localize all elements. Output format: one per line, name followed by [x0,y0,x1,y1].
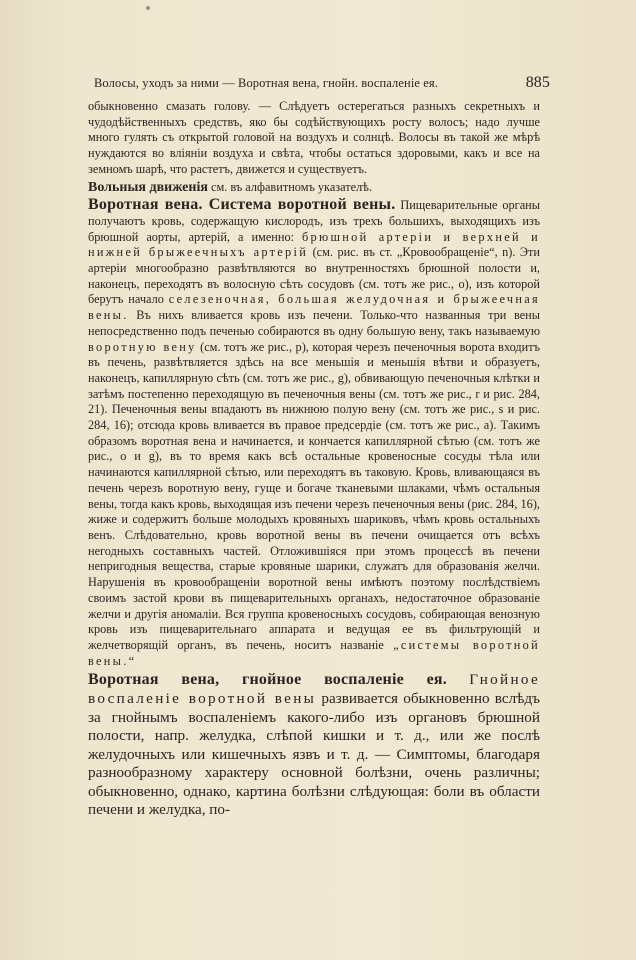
running-title: Волосы, уходъ за ними — Воротная вена, гнойн. воспаленіе ея. [94,76,438,90]
entry-text: (см. тотъ же рис., p), которая черезъ печеночныя ворота входитъ въ печень, развѣтвляется здѣсь на все меньшія и меньшія вѣтви и образуетъ, наконецъ, капиллярную сѣть (см. тотъ же рис., g), обвивающую печеночныя клѣтки и затѣмъ постепенно переходящую въ печеночныя вены (см. тотъ же рис., r и рис. 284, 21). Печеночныя вены впадаютъ въ нижнюю полую вену (см. тотъ же рис., s и рис. 284, 16); отсюда кровь вливается въ правое предсердіе (см. тотъ же рис., a). Такимъ образомъ воротная вена и начинается, и кончается капиллярной сѣтью (см. тотъ же рис., o и g), въ то время какъ всѣ остальные кровеносные сосуды тѣла или начинаются капиллярной сѣтью, или переходятъ въ таковую. Кровь, вливающаяся въ печень черезъ воротную вену, гуще и богаче тканевыми шлаками, чѣмъ остальныя вены, тогда какъ кровь, выходящая изъ печени черезъ печеночныя вены (рис. 284, 16), жиже и содержитъ больше молодыхъ кровяныхъ шариковъ, чѣмъ кровь остальныхъ венъ. Слѣдовательно, кровь воротной вены въ печени очищается отъ всѣхъ негодныхъ составныхъ частей. Отложившіяся при этомъ процессѣ въ печени непригодныя вещества, старые кровяные шарики, служатъ для образованія желчи. Нарушенія въ кровообращеніи воротной вены имѣютъ поэтому послѣдствіемъ своимъ застой крови въ пищеварительныхъ органахъ, недостаточное образованіе желчи и другія аномаліи. Вся группа кровеносныхъ сосудовъ, собирающая венозную кровь изъ пищеварительнаго аппарата и ведущая ее въ фильтрующій и желчетворящій органъ, въ печень, носитъ названіе [88,339,540,652]
running-header [94,74,550,92]
spaced-term: Гнойное воспаленіе воротной вены [88,671,540,707]
spaced-term: брюшной артеріи и верхней и нижней брыжеечныхъ артерій [88,229,540,260]
entry-vorotnaya-vena [88,197,540,669]
spaced-term: воротную вену [88,339,197,354]
page-number: 885 [525,74,550,91]
hair-article-end: обыкновенно смазать голову. — Слѣдуетъ остерегаться разныхъ секретныхъ и чудодѣйственныхъ средствъ, яко бы содѣйствующихъ росту волосъ; надо лучше много гулять съ открытой головой на воздухъ и солнцѣ. Волосы въ такой же мѣрѣ нуждаются во вліяніи воздуха и свѣта, чтобы остаться здоровыми, какъ и все на земномъ шарѣ, что растетъ, движется и существуетъ. [88,99,540,176]
spaced-term: „системы воротной вены.“ [88,637,540,668]
entry-text: (см. рис. въ ст. „Кровообращеніе“, n). Эти артеріи многообразно развѣтвляются во внутренностяхъ брюшной полости и, наконецъ, переходятъ въ волосную сѣть сосудовъ (см. тотъ же рис., o), изъ которой берутъ начало [88,245,540,307]
entry-text: развивается обыкновенно вслѣдъ за гнойнымъ воспаленіемъ какого-либо изъ органовъ брюшной полости, напр. желудка, слѣпой кишки и т. д., или же послѣ желудочныхъ или кишечныхъ язвъ и т. д. — Симптомы, благодаря разнообразному характеру основной болѣзни, очень различны; обыкновенно, однако, картина болѣзни слѣдующая: боли въ области печени и желудка, по- [88,689,540,819]
page-body [88,99,540,820]
entry-gnoinoe-vospalenie [88,671,540,820]
ink-spot [146,6,150,10]
entry-text: Въ нихъ вливается кровь изъ печени. Только-что названныя три вены непосредственно подъ печенью собираются въ одну большую вену, такъ называемую [88,308,540,338]
cross-reference: см. въ алфавитномъ указателѣ. [210,179,373,194]
entry-heading: Воротная вена. Система воротной вены. [88,196,396,214]
entry-text: Пищеварительные органы получаютъ кровь, содержащую кислородъ, изъ трехъ большихъ, выходящихъ изъ брюшной аорты, артерій, а именно: [88,198,540,244]
entry-volnye-dvizheniya [88,180,540,196]
entry-heading: Вольныя движенія [88,179,208,195]
spaced-term: селезеночная, большая желудочная и брыжеечная вены. [88,292,541,323]
entry-heading: Воротная вена, гнойное воспаленіе ея. [88,671,447,689]
